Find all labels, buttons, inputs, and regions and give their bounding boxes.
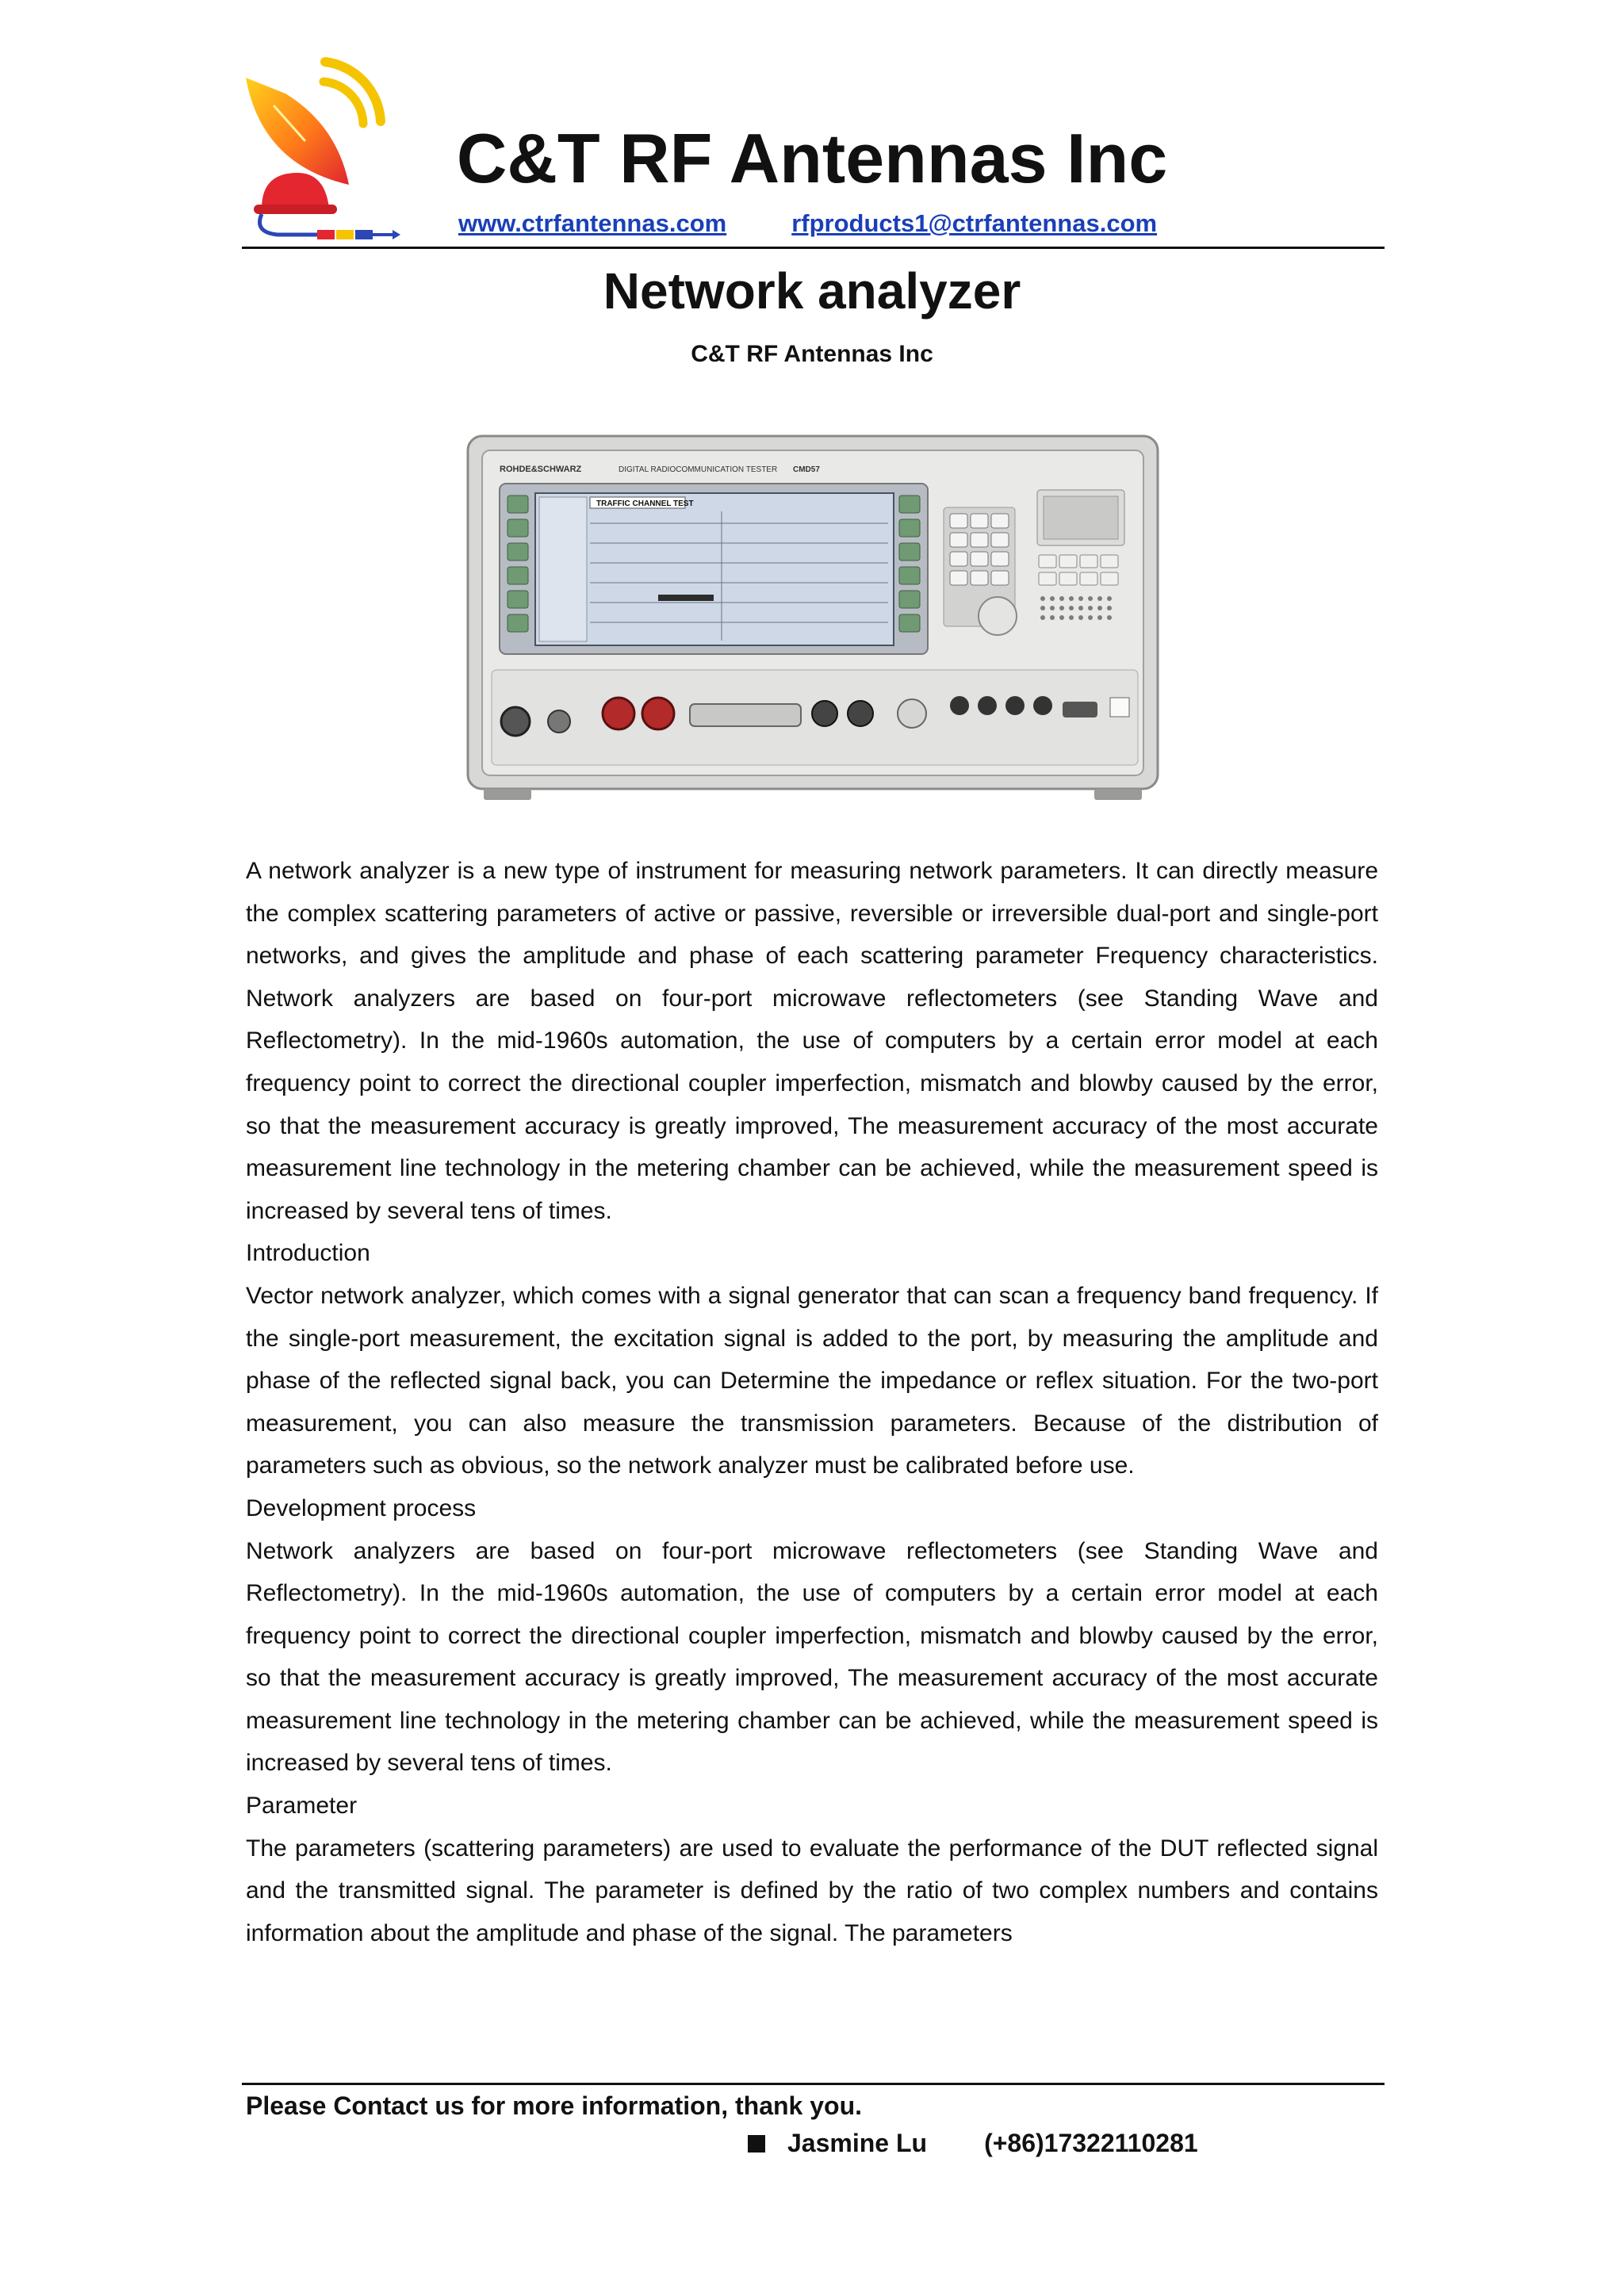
model-label: CMD57 (793, 465, 820, 474)
document-title: Network analyzer (603, 262, 1021, 320)
brand-label: ROHDE&SCHWARZ (500, 465, 582, 474)
heading-introduction: Introduction (246, 1240, 370, 1267)
contact-name: Jasmine Lu (787, 2129, 928, 2157)
email-link[interactable]: rfproducts1@ctrfantennas.com (791, 209, 1158, 237)
paragraph-introduction: Vector network analyzer, which comes with a signal generator that can scan a frequency band frequency. If the single-port measurement, the excitation signal is added to the port, by measuring the amplitude and phase of the reflected signal back, you can Determine the impedance or reflex situation. For the two-port measurement, you can also measure the transmission parameters. Because of the distribution of parameters such as obvious, so the network analyzer must be calibrated before use. (246, 1282, 1378, 1479)
document-subtitle: C&T RF Antennas Inc (691, 341, 933, 367)
heading-development-process: Development process (246, 1494, 477, 1521)
paragraph-development-process: Network analyzers are based on four-port microwave reflectometers (see Standing Wave and Reflectometry). In the mid-1960s automation, the use of computers by a certain error model at each frequency point to correct the directional coupler imperfection, mismatch and blowby caused by the error, so that the measurement accuracy is greatly improved, The measurement accuracy of the most accurate measurement line technology in the metering chamber can be achieved, while the measurement speed is increased by several tens of times. (246, 1537, 1378, 1777)
contact-phone: (+86)17322110281 (984, 2129, 1198, 2157)
header-divider (242, 247, 1385, 249)
contact-line (748, 2129, 1198, 2158)
paragraph-intro: A network analyzer is a new type of instrument for measuring network parameters. It can directly measure the complex scattering parameters of active or passive, reversible or irreversible dual-port and single-port networks, and gives the amplitude and phase of each scattering parameter Frequency characteristics. Network analyzers are based on four-port microwave reflectometers (see Standing Wave and Reflectometry). In the mid-1960s automation, the use of computers by a certain error model at each frequency point to correct the directional coupler imperfection, mismatch and blowby caused by the error, so that the measurement accuracy is greatly improved, The measurement accuracy of the most accurate measurement line technology in the metering chamber can be achieved, while the measurement speed is increased by several tens of times. (246, 858, 1378, 1224)
company-name: C&T RF Antennas Inc (456, 119, 1168, 197)
network-analyzer-image (420, 388, 1185, 832)
paragraph-parameter: The parameters (scattering parameters) are used to evaluate the performance of the DUT reflected signal and the transmitted signal. The parameter is defined by the ratio of two complex numbers and contains information about the amplitude and phase of the signal. The parameters (246, 1835, 1378, 1946)
screen-heading: TRAFFIC CHANNEL TEST (596, 499, 694, 508)
website-link[interactable]: www.ctrfantennas.com (458, 209, 727, 237)
footer-note: Please Contact us for more information, thank you. (246, 2091, 863, 2120)
body-text (246, 850, 1378, 1954)
bullet-square-icon (748, 2135, 765, 2152)
footer-divider (242, 2083, 1385, 2085)
product-line-label: DIGITAL RADIOCOMMUNICATION TESTER (619, 465, 778, 474)
heading-parameter: Parameter (246, 1793, 358, 1820)
header-links (458, 209, 1157, 238)
